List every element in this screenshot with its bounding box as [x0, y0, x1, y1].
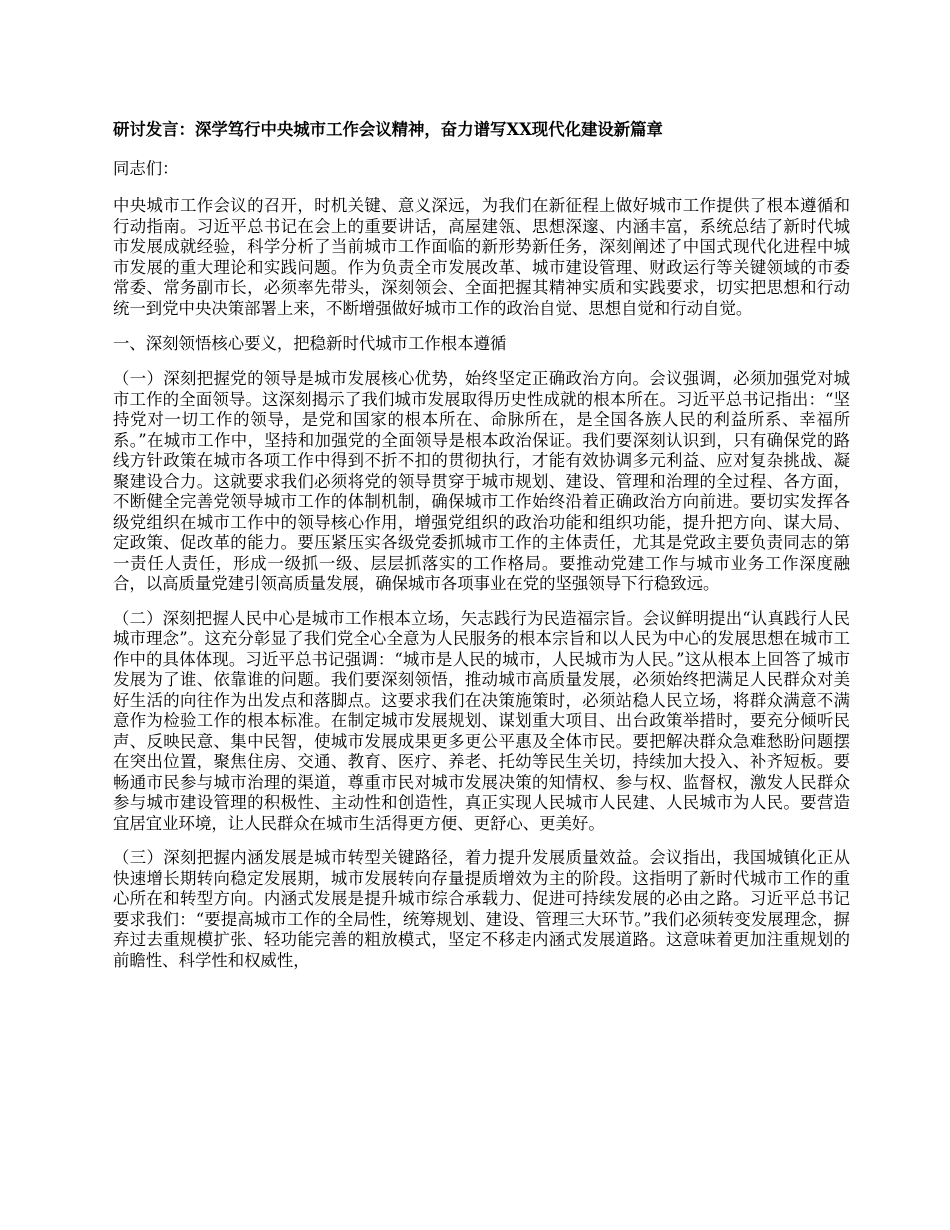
- section-heading-1: 一、深刻领悟核心要义，把稳新时代城市工作根本遵循: [113, 334, 507, 353]
- paragraph-1: （一）深刻把握党的领导是城市发展核心优势，始终坚定正确政治方向。会议强调，必须加强党对城市工作的全面领导。这深刻揭示了我们城市发展取得历史性成就的根本所在。习近平总书记指出：“坚持党对一切工作的领导，是党和国家的根本所在、命脉所在，是全国各族人民的利益所系、幸福所系。”在城市工作中，坚持和加强党的全面领导是根本政治保证。我们要深刻认识到，只有确保党的路线方针政策在城市各项工作中得到不折不扣的贯彻执行，才能有效协调多元利益、应对复杂挑战、凝聚建设合力。这就要求我们必须将党的领导贯穿于城市规划、建设、管理和治理的全过程、各方面，不断健全完善党领导城市工作的体制机制，确保城市工作始终沿着正确政治方向前进。要切实发挥各级党组织在城市工作中的领导核心作用，增强党组织的政治功能和组织功能，提升把方向、谋大局、定政策、促改革的能力。要压紧压实各级党委抓城市工作的主体责任，尤其是党政主要负责同志的第一责任人责任，形成一级抓一级、层层抓落实的工作格局。要推动党建工作与城市业务工作深度融合，以高质量党建引领高质量发展，确保城市各项事业在党的坚强领导下行稳致远。: [113, 369, 850, 593]
- document-title: 研讨发言：深学笃行中央城市工作会议精神，奋力谱写XX现代化建设新篇章: [113, 120, 663, 139]
- paragraph-intro: 中央城市工作会议的召开，时机关键、意义深远，为我们在新征程上做好城市工作提供了根本遵循和行动指南。习近平总书记在会上的重要讲话，高屋建瓴、思想深邃、内涵丰富，系统总结了新时代城市发展成就经验，科学分析了当前城市工作面临的新形势新任务，深刻阐述了中国式现代化进程中城市发展的重大理论和实践问题。作为负责全市发展改革、城市建设管理、财政运行等关键领域的市委常委、常务副市长，必须率先带头，深刻领会、全面把握其精神实质和实践要求，切实把思想和行动统一到党中央决策部署上来，不断增强做好城市工作的政治自觉、思想自觉和行动自觉。: [113, 196, 850, 318]
- salutation: 同志们：: [113, 159, 179, 178]
- paragraph-3: （三）深刻把握内涵发展是城市转型关键路径，着力提升发展质量效益。会议指出，我国城镇化正从快速增长期转向稳定发展期，城市发展转向存量提质增效为主的阶段。这指明了新时代城市工作的重心所在和转型方向。内涵式发展是提升城市综合承载力、促进可持续发展的必由之路。习近平总书记要求我们：“要提高城市工作的全局性，统筹规划、建设、管理三大环节。”我们必须转变发展理念，摒弃过去重规模扩张、轻功能完善的粗放模式，坚定不移走内涵式发展道路。这意味着更加注重规划的前瞻性、科学性和权威性，: [113, 848, 850, 970]
- paragraph-2: （二）深刻把握人民中心是城市工作根本立场，矢志践行为民造福宗旨。会议鲜明提出“认真践行人民城市理念”。这充分彰显了我们党全心全意为人民服务的根本宗旨和以人民为中心的发展思想在城市工作中的具体体现。习近平总书记强调：“城市是人民的城市，人民城市为人民。”这从根本上回答了城市发展为了谁、依靠谁的问题。我们要深刻领悟，推动城市高质量发展，必须始终把满足人民群众对美好生活的向往作为出发点和落脚点。这要求我们在决策施策时，必须站稳人民立场，将群众满意不满意作为检验工作的根本标准。在制定城市发展规划、谋划重大项目、出台政策举措时，要充分倾听民声、反映民意、集中民智，使城市发展成果更多更公平惠及全体市民。要把解决群众急难愁盼问题摆在突出位置，聚焦住房、交通、教育、医疗、养老、托幼等民生关切，持续加大投入、补齐短板。要畅通市民参与城市治理的渠道，尊重市民对城市发展决策的知情权、参与权、监督权，激发人民群众参与城市建设管理的积极性、主动性和创造性，真正实现人民城市人民建、人民城市为人民。要营造宜居宜业环境，让人民群众在城市生活得更方便、更舒心、更美好。: [113, 608, 850, 833]
- document-page: [113, 118, 850, 985]
